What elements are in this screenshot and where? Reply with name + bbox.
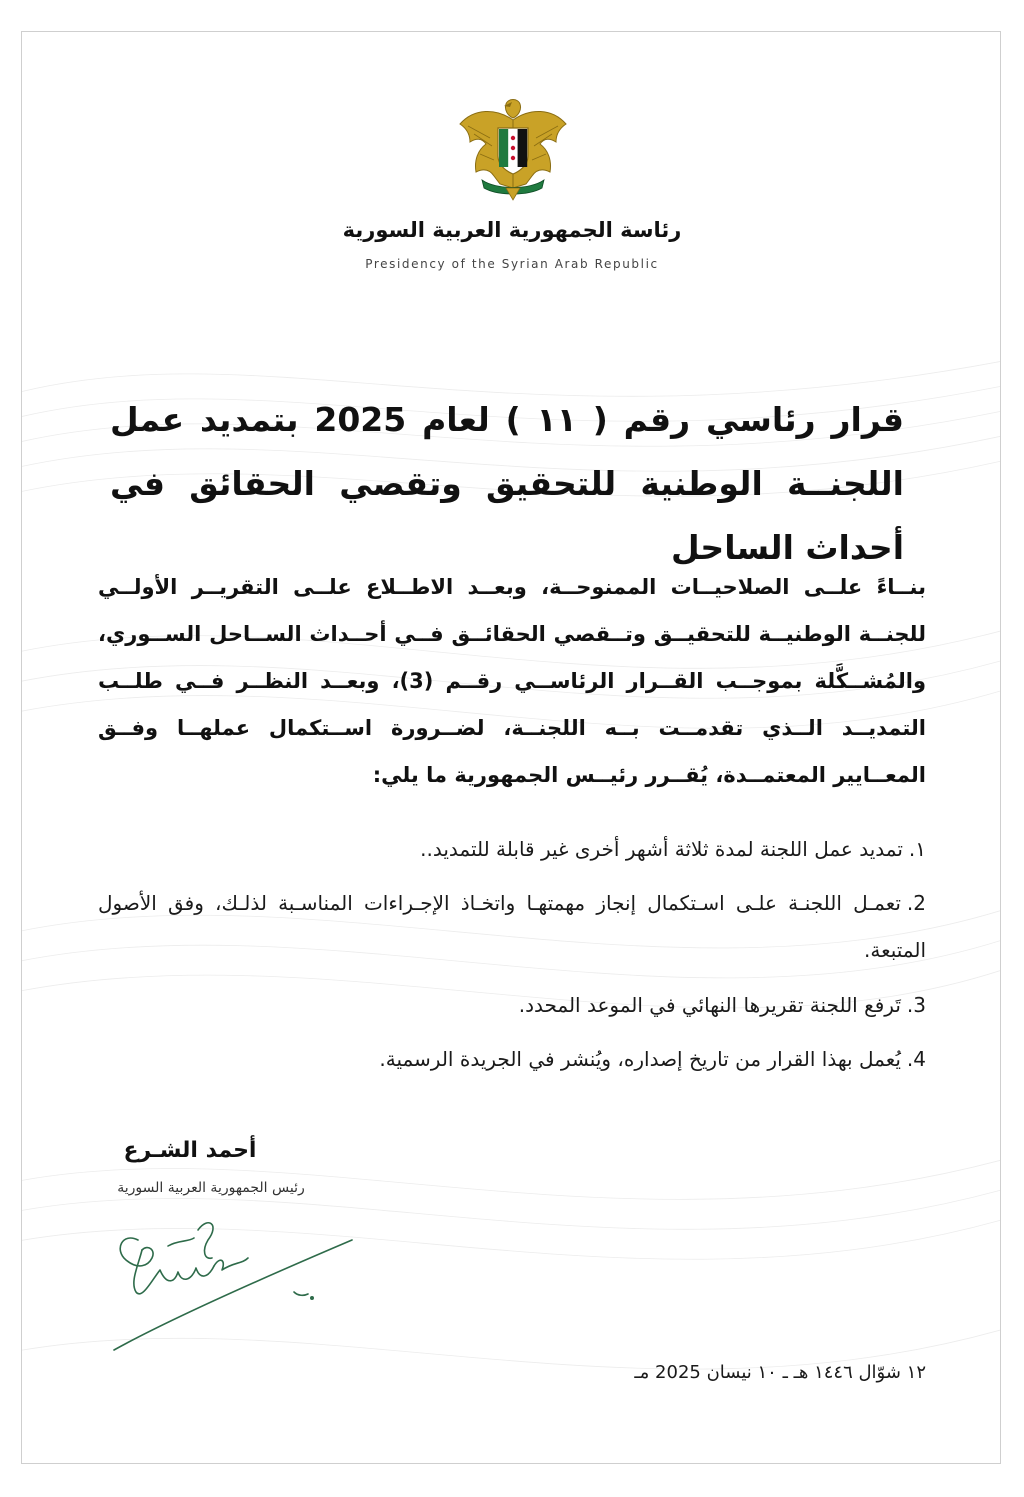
- decree-article: [98, 1036, 926, 1083]
- handwritten-signature-icon: [108, 1210, 358, 1360]
- presidency-arabic-title: رئاسة الجمهورية العربية السورية: [342, 218, 682, 242]
- signer-title: رئيس الجمهورية العربية السورية: [117, 1180, 305, 1196]
- syrian-eagle-emblem-icon: [456, 98, 570, 202]
- decree-title: قرار رئاسي رقم ( ١١ ) لعام 2025 بتمديد عمل اللجنــة الوطنية للتحقيق وتقصي الحقائق في أحداث الساحل: [110, 400, 904, 567]
- article-number: 4.: [906, 1047, 926, 1071]
- article-number: 2.: [906, 891, 926, 915]
- decree-article: [98, 982, 926, 1029]
- decree-article: [98, 826, 926, 873]
- article-text: تمديد عمل اللجنة لمدة ثلاثة أشهر أخرى غير قابلة للتمديد..: [420, 837, 903, 861]
- article-text: يُعمل بهذا القرار من تاريخ إصداره، ويُنشر في الجريدة الرسمية.: [379, 1047, 901, 1071]
- decree-article: [98, 880, 926, 974]
- article-number: 3.: [906, 993, 926, 1017]
- article-number: ١.: [908, 837, 926, 861]
- decree-preamble: بنــاءً علــى الصلاحيــات الممنوحــة، وبعــد الاطــلاع علــى التقريــر الأولــي للجنــة الوطنيــة للتحقيــق وتــقصي الحقائــق فــي أحــداث الســاحل الســوري، والمُشــكَّلة بموجــب القــرار الرئاســي رقــم (3)، وبعــد النظــر فــي طلــب التمديــد الــذي تقدمــت بــه اللجنــة، لضــرورة اســتكمال عملهــا وفــق المعــايير المعتمــدة، يُقــرر رئيــس الجمهورية ما يلي:: [98, 575, 927, 787]
- article-text: تَرفع اللجنة تقريرها النهائي في الموعد المحدد.: [518, 993, 901, 1017]
- presidency-english-title: Presidency of the Syrian Arab Republic: [365, 257, 659, 271]
- article-text: تعمـل اللجنـة علـى اسـتكمال إنجاز مهمتهـا واتخـاذ الإجـراءات المناسـبة لذلـك، وفق الأصول المتبعة.: [98, 891, 926, 962]
- signer-name: أحمد الشـرع: [123, 1138, 257, 1163]
- decree-date: ١٢ شوّال ١٤٤٦ هـ ـ ١٠ نيسان 2025 مـ: [634, 1362, 926, 1383]
